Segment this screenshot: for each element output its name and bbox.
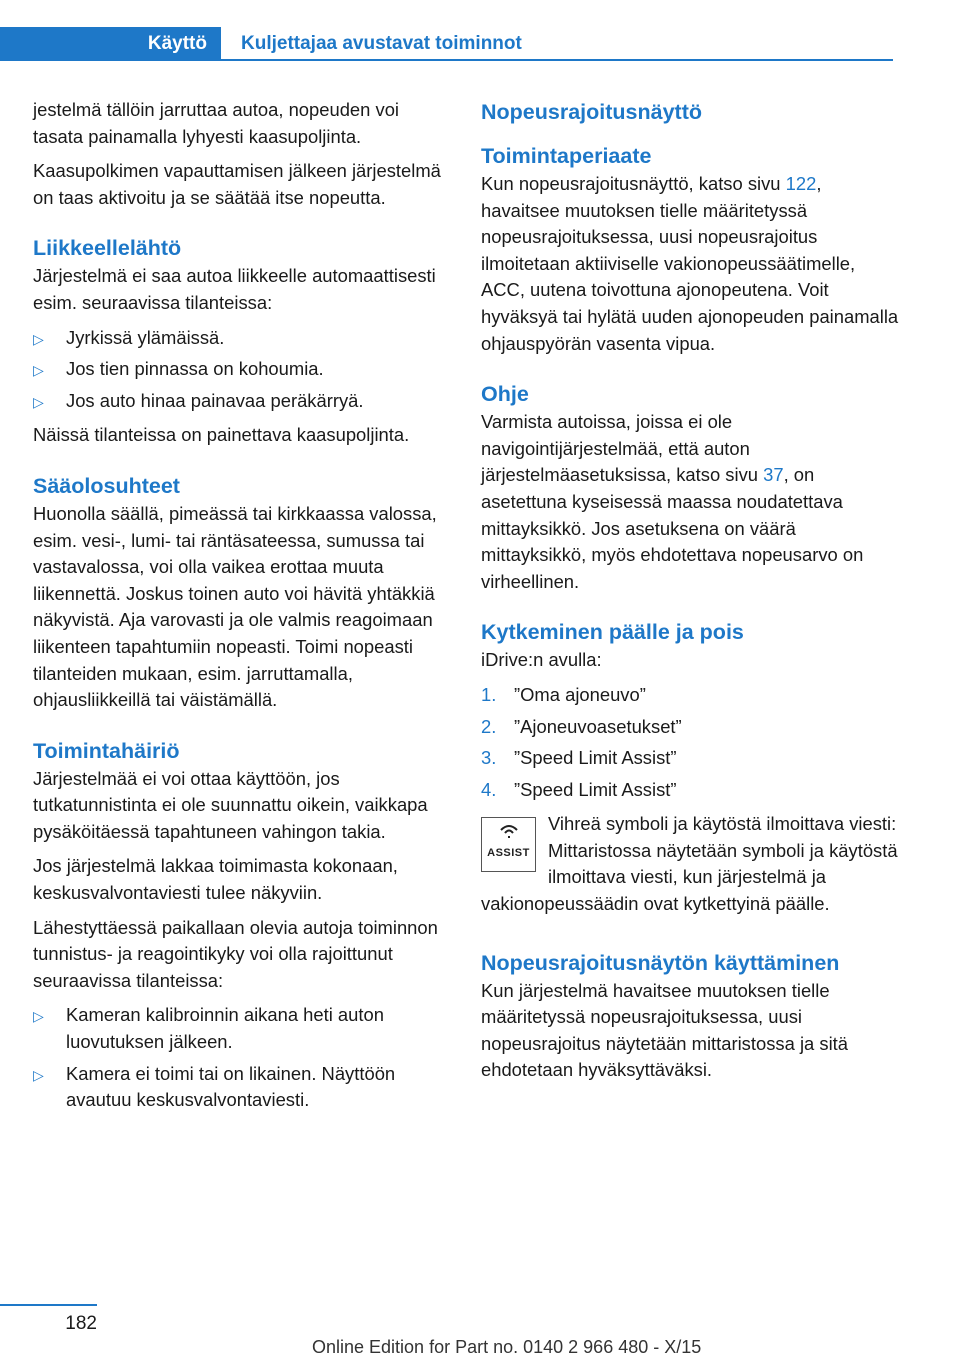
heading-use: Nopeusrajoitusnäytön käyttäminen [481, 950, 840, 975]
paragraph: Järjestelmä ei saa autoa liikkeelle automaattisesti esim. seuraavissa tilanteissa: [33, 265, 436, 313]
signal-arc-icon [497, 822, 521, 838]
paragraph: Lähestyttäessä paikallaan olevia autoja toiminnon tunnistus- ja reagointikyky voi olla rajoittunut seuraavissa tilanteissa: [33, 916, 438, 991]
paragraph: Järjestelmää ei voi ottaa käyttöön, jos tutkatunnistinta ei ole suunnattu oikein, vaikkapa pysäköitäessä tapahtuneen vahingon takia. [33, 767, 428, 842]
heading-switch: Kytkeminen päälle ja pois [481, 620, 744, 645]
paragraph: Kaasupolkimen vapauttamisen jälkeen järjestelmä on taas aktivoitu ja se säätää itse nopeutta. [33, 160, 441, 208]
triangle-bullet-icon: ▷ [33, 1008, 44, 1025]
paragraph: Vihreä symboli ja käytöstä ilmoittava viesti: Mittaristossa näytetään symboli ja käytöstä ilmoittava viesti, kun järjestelmä ja vakionopeussäädin ovat kytkettyinä päälle. [481, 813, 898, 915]
list-item: 1. ”Oma ajoneuvo” [481, 683, 646, 705]
left-column [33, 97, 448, 1122]
list-item: ▷ Jyrkissä ylämäissä. [33, 325, 448, 352]
assist-label: ASSIST [487, 847, 530, 860]
triangle-bullet-icon: ▷ [33, 393, 44, 410]
heading-note: Ohje [481, 382, 529, 407]
triangle-bullet-icon: ▷ [33, 330, 44, 347]
numbered-list [481, 682, 899, 803]
assist-note [481, 811, 899, 925]
paragraph: Näissä tilanteissa on painettava kaasupoljinta. [33, 424, 410, 446]
list-item: ▷ Kamera ei toimi tai on likainen. Näyttöön avautuu keskusvalvontaviesti. [33, 1062, 396, 1111]
bullet-list [33, 1002, 448, 1113]
page-link-122[interactable]: 122 [785, 173, 817, 194]
list-item: ▷ Jos auto hinaa painavaa peräkärryä. [33, 388, 448, 415]
triangle-bullet-icon: ▷ [33, 362, 44, 379]
chapter-title[interactable]: Kuljettajaa avustavat toiminnot [241, 33, 522, 54]
list-item: ▷ Jos tien pinnassa on kohoumia. [33, 356, 448, 383]
page-header [0, 27, 893, 61]
paragraph: Jos järjestelmä lakkaa toimimasta kokonaan, keskusvalvontaviesti tulee näkyviin. [33, 855, 398, 904]
heading-fault: Toimintahäiriö [33, 738, 180, 763]
assist-icon [481, 817, 536, 872]
section-tab[interactable]: Käyttö [0, 27, 221, 61]
heading-speed-limit-display: Nopeusrajoitusnäyttö [481, 100, 702, 124]
header-rule [221, 59, 893, 61]
page-link-37[interactable]: 37 [763, 464, 784, 486]
list-item: 2. ”Ajoneuvoasetukset” [481, 715, 682, 737]
right-column [481, 97, 899, 1092]
paragraph: Kun järjestelmä havaitsee muutoksen tielle määritetyssä nopeusrajoituksessa, uusi nopeusrajoitus näytetään mittaristossa ja sitä ehdotetaan hyväksyttäväksi. [481, 979, 848, 1081]
paragraph: jestelmä tällöin jarruttaa autoa, nopeuden voi tasata painamalla lyhyesti kaasupoljinta. [33, 99, 400, 147]
paragraph: iDrive:n avulla: [481, 649, 602, 671]
list-item: 3. ”Speed Limit Assist” [481, 747, 677, 769]
heading-principle: Toimintaperiaate [481, 144, 652, 168]
page-number: 182 [65, 1313, 97, 1334]
paragraph: Varmista autoissa, joissa ei ole navigointijärjestelmää, että auton järjestelmäasetuksissa, katso sivu 37, on asetettuna kyseisessä maassa noudatettava mittayksikkö. Jos asetuksena on väärä mittayksikkö, myös ehdotettava nopeusarvo on virheellinen. [481, 411, 864, 592]
paragraph: Huonolla säällä, pimeässä tai kirkkaassa valossa, esim. vesi-, lumi- tai räntäsateessa, sumussa tai vastavalossa, voi olla vaikea erottaa muuta liikennettä. Joskus toinen auto voi hävitä yhtäkkiä näkyvistä. Aja varovasti ja ole valmis reagoimaan liikenteen tapahtumiin nopeasti. Toimi nopeasti tilanteiden mukaan, esim. jarruttamalla, ohjausliikkeillä tai väistämällä. [33, 502, 437, 711]
list-item: ▷ Kameran kalibroinnin aikana heti auton luovutuksen jälkeen. [33, 1004, 384, 1053]
paragraph: Kun nopeusrajoitusnäyttö, katso sivu 122, havaitsee muutoksen tielle määritetyssä nopeusrajoituksessa, uusi nopeusrajoitus ilmoitetaan aktiiviselle vakionopeussäätimelle, ACC, uutena toivottuna ajonopeutena. Voit hyväksyä tai hylätä uuden ajonopeuden painamalla ohjauspyörän vasenta vipua. [481, 173, 899, 354]
bullet-list [33, 325, 448, 415]
edition-note: Online Edition for Part no. 0140 2 966 480 - X/15 [312, 1337, 702, 1357]
list-item: 4. ”Speed Limit Assist” [481, 778, 677, 800]
triangle-bullet-icon: ▷ [33, 1066, 44, 1083]
heading-start: Liikkeellelähtö [33, 236, 182, 261]
footer-rule [0, 1304, 97, 1306]
heading-weather: Sääolosuhteet [33, 473, 180, 498]
